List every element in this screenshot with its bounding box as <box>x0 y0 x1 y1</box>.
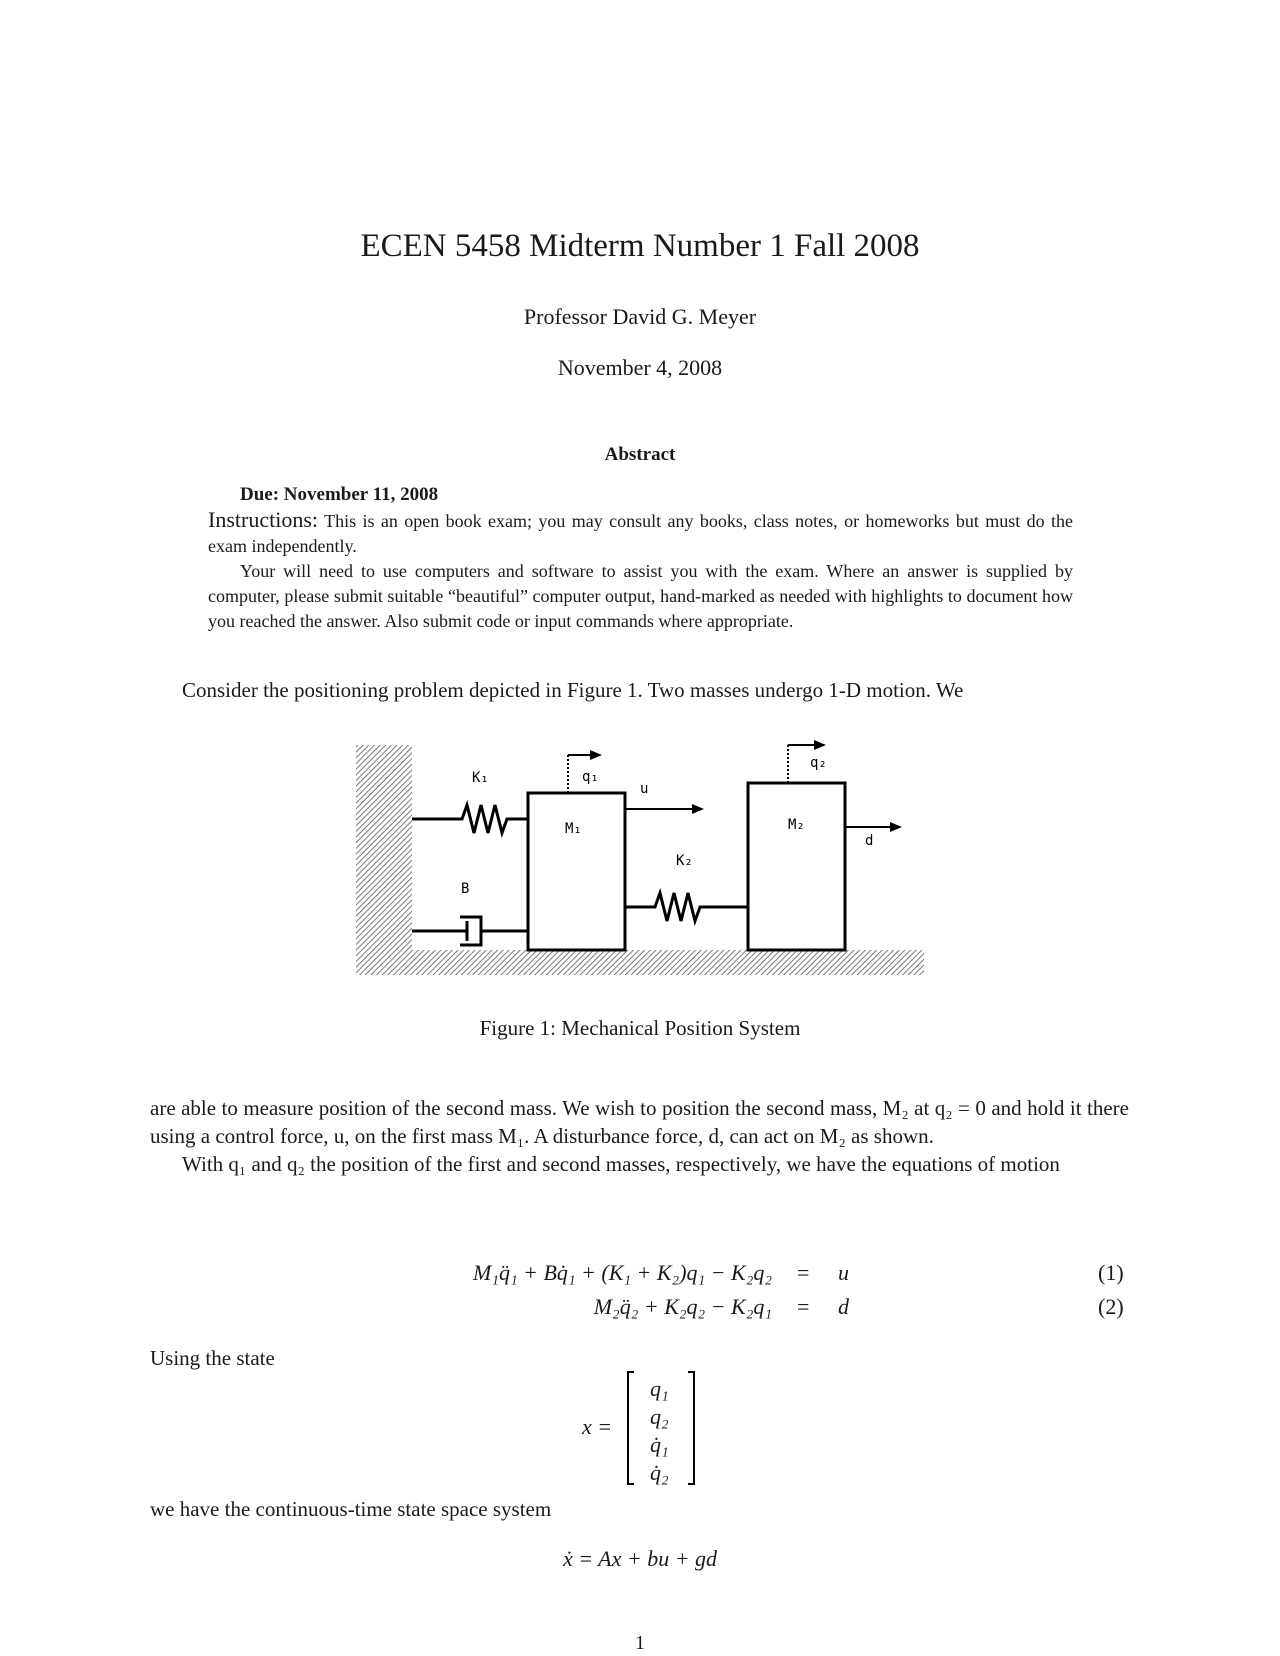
author: Professor David G. Meyer <box>523 304 757 329</box>
state-vector-q1dot: q̇₁ <box>650 1432 669 1457</box>
instructions-text: This is an open book exam; you may consult any books, class notes, or homeworks but must do the exam independently. <box>208 511 1073 556</box>
mass-m1 <box>528 793 625 950</box>
mechanical-system-figure <box>350 735 930 983</box>
due-date: Due: November 11, 2008 <box>240 484 439 505</box>
eq2-equals: = <box>797 1294 810 1319</box>
instructions-label: Instructions: <box>208 507 318 532</box>
eq2-rhs: d <box>838 1294 849 1319</box>
state-space-intro-line: we have the continuous-time state space system <box>150 1497 552 1521</box>
eq1-rhs: u <box>838 1260 849 1285</box>
label-q1: q₁ <box>582 769 599 785</box>
force-u-arrow <box>625 804 704 814</box>
eq2-lhs: M₂q̈₂ + K₂q₂ − K₂q₁ <box>593 1294 772 1319</box>
page-number: 1 <box>635 1632 645 1654</box>
label-k1: K₁ <box>472 770 489 786</box>
spring-k2 <box>625 893 748 921</box>
consider-text: Consider the positioning problem depicted in Figure 1. Two masses undergo 1-D motion. We <box>182 678 964 702</box>
wall <box>356 745 412 973</box>
eq2-number: (2) <box>1098 1294 1124 1319</box>
abstract-body <box>208 482 1073 634</box>
abstract-heading: Abstract <box>604 444 676 465</box>
state-vector-q1: q₁ <box>650 1376 669 1401</box>
state-space-equation: ẋ = Ax + bu + gd <box>562 1546 718 1571</box>
label-d: d <box>865 833 874 849</box>
state-vector-q2: q₂ <box>650 1404 669 1429</box>
eq1-number: (1) <box>1098 1260 1124 1285</box>
consider-paragraph <box>150 676 1129 704</box>
body-paragraphs <box>150 1094 1129 1178</box>
using-state-line: Using the state <box>150 1346 275 1370</box>
state-lhs: x = <box>582 1414 613 1439</box>
label-m2: M₂ <box>788 817 805 833</box>
state-space-intro <box>150 1495 1129 1523</box>
eq1-equals: = <box>797 1260 810 1285</box>
label-b: B <box>461 881 470 897</box>
paragraph-measure: are able to measure position of the second mass. We wish to position the second mass, M₂ at q₂ = 0 and hold it there using a control force, u, on the first mass M₁. A disturbance force, d, can act on M₂ as shown. <box>150 1096 1129 1148</box>
date: November 4, 2008 <box>557 355 723 380</box>
state-vector-q2dot: q̇₂ <box>650 1460 669 1485</box>
force-d-arrow <box>845 822 902 832</box>
paragraph-equations-intro: With q₁ and q₂ the position of the first and second masses, respectively, we have the equations of motion <box>182 1152 1060 1176</box>
figure-caption: Figure 1: Mechanical Position System <box>479 1016 801 1040</box>
using-state-text <box>150 1344 1129 1372</box>
label-q2: q₂ <box>810 755 827 771</box>
mass-m2 <box>748 783 845 950</box>
abstract-paragraph-2: Your will need to use computers and software to assist you with the exam. Where an answer is supplied by computer, please submit suitable “beautiful” computer output, hand-marked as needed with highlights to document how you reached the answer. Also submit code or input commands where appropriate. <box>208 561 1073 631</box>
label-m1: M₁ <box>565 821 582 837</box>
spring-k1 <box>412 805 528 833</box>
label-k2: K₂ <box>676 853 693 869</box>
document-title: ECEN 5458 Midterm Number 1 Fall 2008 <box>360 228 920 264</box>
damper-b <box>412 917 528 945</box>
label-u: u <box>640 781 649 797</box>
ground <box>356 950 924 975</box>
eq1-lhs: M₁q̈₁ + Bq̇₁ + (K₁ + K₂)q₁ − K₂q₂ <box>472 1260 772 1285</box>
